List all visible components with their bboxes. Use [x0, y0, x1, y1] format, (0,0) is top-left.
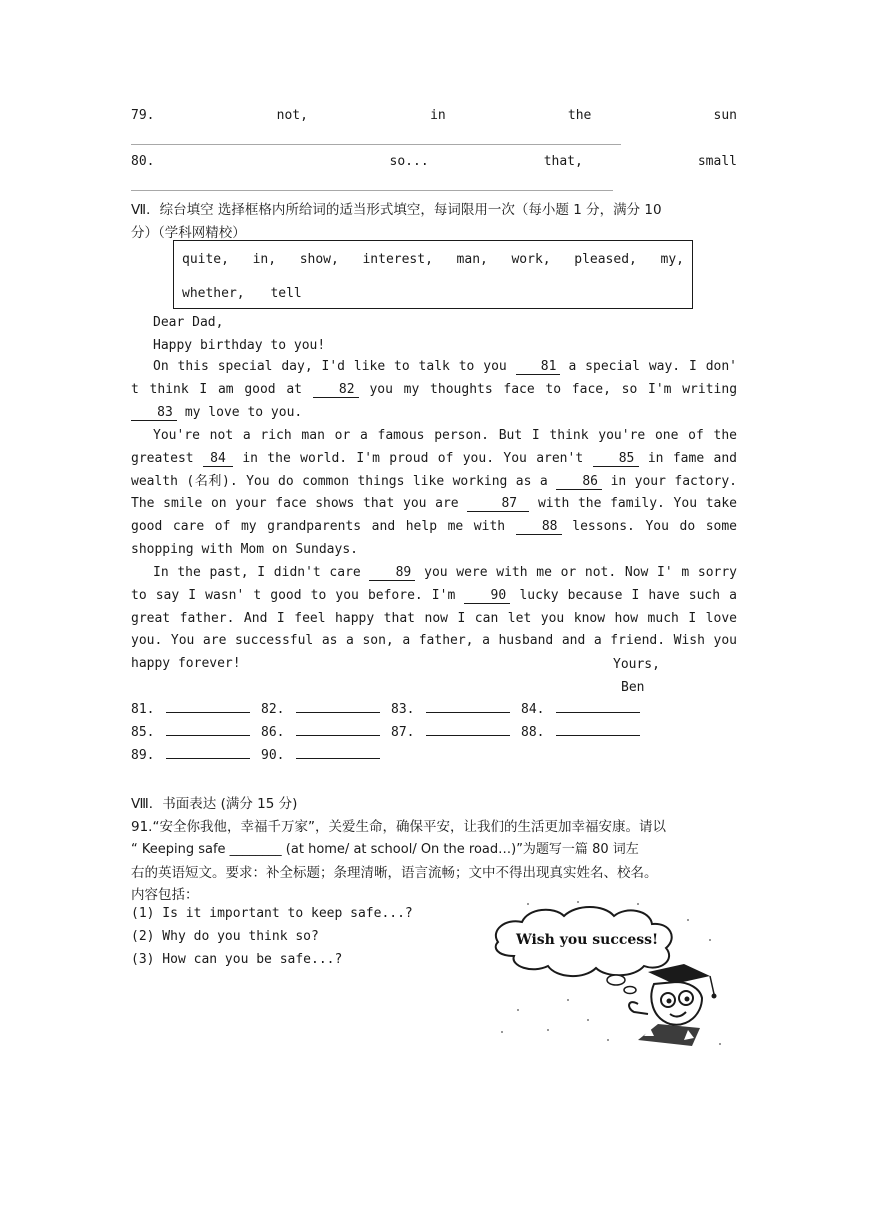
q80-word: small	[697, 154, 737, 169]
answer-86[interactable]: 86.	[261, 725, 380, 740]
letter-closing: Yours,	[613, 657, 660, 672]
q80-word: so...	[389, 154, 429, 169]
letter-salutation: Dear Dad,	[153, 315, 224, 330]
answer-84[interactable]: 84.	[521, 702, 640, 717]
blank-85[interactable]: 85	[593, 451, 639, 467]
answer-81[interactable]: 81.	[131, 702, 250, 717]
word-box-item: quite,	[182, 252, 229, 267]
answer-87[interactable]: 87.	[391, 725, 510, 740]
section8-content-label: 内容包括：	[131, 887, 199, 903]
q79-answer-line[interactable]	[131, 144, 621, 145]
section8-heading: Ⅷ．书面表达 (满分 15 分)	[131, 796, 298, 812]
answer-88[interactable]: 88.	[521, 725, 640, 740]
word-box-item: pleased,	[574, 252, 637, 267]
word-box-item: show,	[299, 252, 339, 267]
section7-heading-line1: Ⅶ．综台填空 选择框格内所给词的适当形式填空，每词限用一次（每小题 1 分，满分 10	[131, 202, 662, 218]
section8-point-3: (3) How can you be safe...?	[131, 952, 343, 967]
q79-word: the	[567, 108, 592, 123]
blank-88[interactable]: 88	[516, 519, 562, 535]
word-box	[173, 240, 693, 309]
question-79	[131, 108, 737, 123]
q79-word: not,	[276, 108, 308, 123]
q80-answer-line[interactable]	[131, 190, 613, 191]
cartoon-graphic	[488, 900, 728, 1052]
q80-word: that,	[543, 154, 583, 169]
section8-point-1: (1) Is it important to keep safe...?	[131, 906, 413, 921]
letter-paragraph-2: You're not a rich man or a famous person. But I think you're one of the greatest 84 in the world. I'm proud of you. You aren't 85 in fame and wealth (名利). You do common things like working as a 86 in your factory. The smile on your face shows that you are 87 with the family. You take good care of my grandparents and help me with 88 lessons. You do some shopping with Mom on Sundays.	[131, 428, 738, 557]
word-box-row-2	[182, 286, 302, 301]
cartoon-illustration	[488, 900, 728, 1052]
section8-prompt-line3: 右的英语短文。要求：补全标题；条理清晰，语言流畅；文中不得出现真实姓名、校名。	[131, 865, 658, 881]
q79-number: 79.	[131, 108, 155, 123]
letter-paragraph-1: On this special day, I'd like to talk to you 81 a special way. I don' t think I am good at 82 you my thoughts face to face, so I'm writing 83 my love to you.	[131, 359, 738, 420]
word-box-item: whether,	[182, 286, 245, 301]
word-box-row-1	[182, 252, 684, 267]
answer-82[interactable]: 82.	[261, 702, 380, 717]
letter-greeting: Happy birthday to you!	[153, 338, 326, 353]
blank-89[interactable]: 89	[369, 565, 415, 581]
section8-point-2: (2) Why do you think so?	[131, 929, 319, 944]
cartoon-bubble-text: Wish you success!	[516, 932, 659, 948]
blank-82[interactable]: 82	[313, 382, 359, 398]
section7-heading-line2: 分）（学科网精校）	[131, 225, 246, 241]
section8-prompt-line2: “ Keeping safe ________ (at home/ at school/ On the road…)”为题写一篇 80 词左	[131, 842, 639, 857]
q79-word: sun	[713, 108, 737, 123]
word-box-item: interest,	[362, 252, 433, 267]
blank-87[interactable]: 87	[467, 496, 529, 512]
answer-89[interactable]: 89.	[131, 748, 250, 763]
word-box-item: in,	[252, 252, 277, 267]
section8-prompt-line1: 91.“安全你我他，幸福千万家”，关爱生命，确保平安，让我们的生活更加幸福安康。请以	[131, 819, 666, 835]
question-80	[131, 154, 737, 169]
blank-90[interactable]: 90	[464, 588, 510, 604]
blank-84[interactable]: 84	[203, 451, 233, 467]
word-box-item: tell	[270, 286, 302, 301]
answer-90[interactable]: 90.	[261, 748, 380, 763]
word-box-item: work,	[511, 252, 551, 267]
letter-signature: Ben	[621, 680, 645, 695]
answer-85[interactable]: 85.	[131, 725, 250, 740]
word-box-item: my,	[660, 252, 684, 267]
blank-83[interactable]: 83	[131, 405, 177, 421]
letter-paragraph-3: In the past, I didn't care 89 you were with me or not. Now I' m sorry to say I wasn' t good to you before. I'm 90 lucky because I have such a great father. And I feel happy that now I can let you know how much I love you. You are successful as a son, a father, a husband and a friend. Wish you happy forever!	[131, 565, 738, 672]
q80-number: 80.	[131, 154, 155, 169]
blank-86[interactable]: 86	[556, 474, 602, 490]
word-box-item: man,	[456, 252, 488, 267]
blank-81[interactable]: 81	[516, 359, 560, 375]
q79-word: in	[430, 108, 446, 123]
answer-83[interactable]: 83.	[391, 702, 510, 717]
